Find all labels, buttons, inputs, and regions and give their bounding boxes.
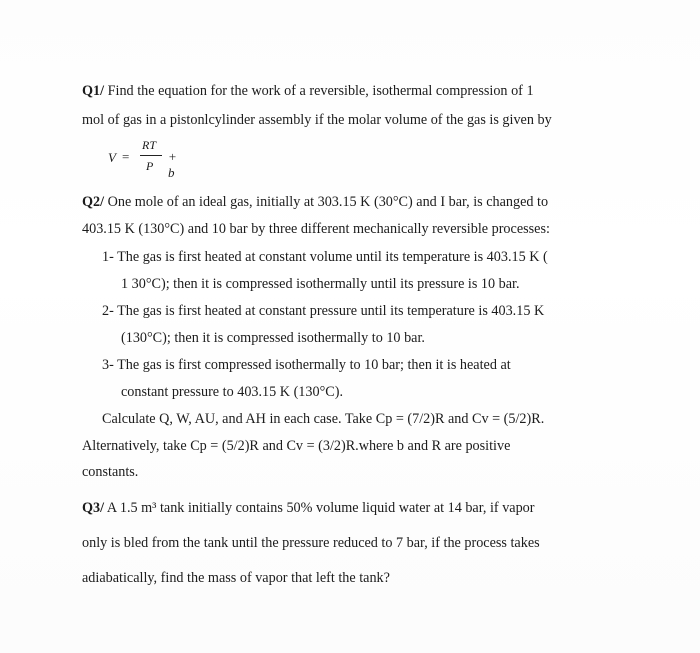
- formula-fraction-bar: [140, 155, 162, 156]
- formula-tail: + b: [168, 149, 177, 180]
- q1-text-1: Find the equation for the work of a reversible, isothermal compression of 1: [107, 83, 534, 99]
- q1-line-2: mol of gas in a pistonlcylinder assembly if the molar volume of the gas is given by: [82, 112, 552, 128]
- formula-lhs: V: [108, 150, 116, 165]
- q3-line-2: only is bled from the tank until the pressure reduced to 7 bar, if the process takes: [82, 535, 540, 551]
- q2-label: Q2/: [82, 194, 105, 210]
- formula-numerator: RT: [142, 138, 157, 152]
- q2-item-2-line-2: (130°C); then it is compressed isothermally to 10 bar.: [121, 330, 425, 346]
- q2-item-2-line-1: 2- The gas is first heated at constant pressure until its temperature is 403.15 K: [102, 303, 545, 319]
- q3-label: Q3/: [82, 500, 105, 516]
- q2-line-1: [82, 195, 548, 209]
- q2-item-3-line-1: 3- The gas is first compressed isothermally to 10 bar; then it is heated at: [102, 357, 511, 373]
- q2-alternative-line: Alternatively, take Cp = (5/2)R and Cv = (3/2)R.where b and R are positive: [82, 438, 511, 454]
- q2-item-1-line-2: 1 30°C); then it is compressed isothermally until its pressure is 10 bar.: [121, 276, 520, 292]
- q2-text-1: One mole of an ideal gas, initially at 303.15 K (30°C) and I bar, is changed to: [107, 194, 549, 210]
- q2-constants-line: constants.: [82, 464, 139, 480]
- q1-label: Q1/: [82, 83, 105, 99]
- q3-line-1: [82, 501, 535, 515]
- q3-line-3: adiabatically, find the mass of vapor that left the tank?: [82, 570, 390, 586]
- q2-item-3-line-2: constant pressure to 403.15 K (130°C).: [121, 384, 343, 400]
- formula-denominator: P: [146, 159, 154, 173]
- formula-equals: =: [122, 149, 130, 164]
- q3-text-1: A 1.5 m³ tank initially contains 50% volume liquid water at 14 bar, if vapor: [106, 500, 535, 516]
- q2-calculate-line: Calculate Q, W, AU, and AH in each case. Take Cp = (7/2)R and Cv = (5/2)R.: [102, 411, 545, 427]
- q1-line-1: [82, 84, 534, 98]
- q2-line-2: 403.15 K (130°C) and 10 bar by three different mechanically reversible processes:: [82, 221, 550, 237]
- q2-item-1-line-1: 1- The gas is first heated at constant volume until its temperature is 403.15 K (: [102, 249, 548, 265]
